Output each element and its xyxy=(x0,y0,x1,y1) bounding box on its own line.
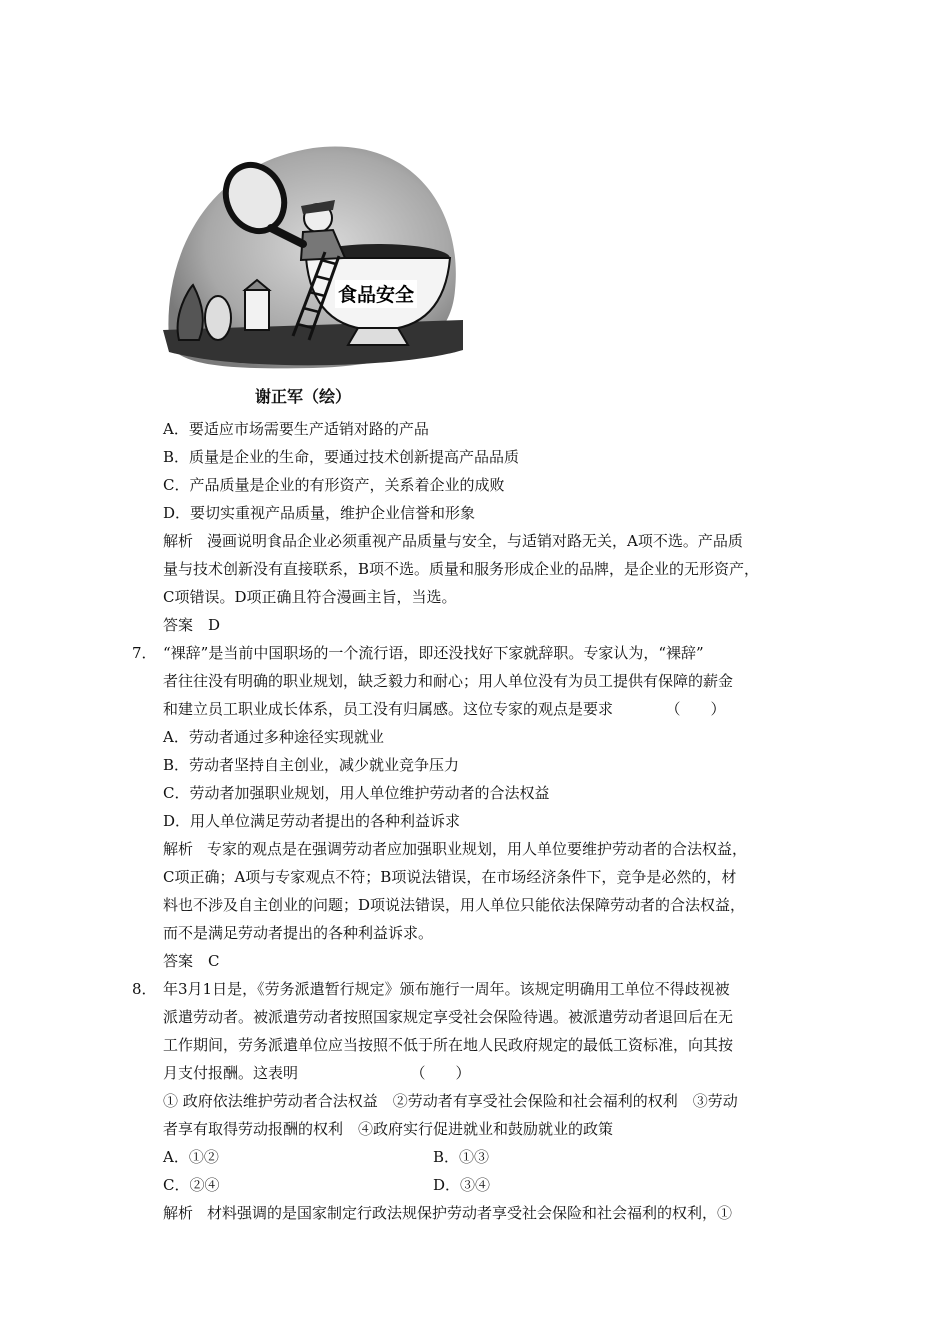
q8-stem-line-4: 月支付报酬。这表明 （ ） xyxy=(163,1064,471,1082)
food-safety-cartoon xyxy=(163,140,463,375)
q7-number: 7． xyxy=(132,644,157,662)
q6-option-b: B．质量是企业的生命，要通过技术创新提高产品品质 xyxy=(163,448,520,466)
q6-analysis-line-2: 量与技术创新没有直接联系，B项不选。质量和服务形成企业的品牌，是企业的无形资产， xyxy=(163,560,760,578)
q6-option-a: A．要适应市场需要生产适销对路的产品 xyxy=(163,420,429,438)
q7-analysis-line-3: 料也不涉及自主创业的问题；D项说法错误，用人单位只能依法保障劳动者的合法权益， xyxy=(163,896,746,914)
q7-option-b: B．劳动者坚持自主创业，减少就业竞争压力 xyxy=(163,756,460,774)
q8-analysis-line-1: 解析 材料强调的是国家制定行政法规保护劳动者享受社会保险和社会福利的权利，① xyxy=(163,1204,733,1222)
q6-option-d: D．要切实重视产品质量，维护企业信誉和形象 xyxy=(163,504,476,522)
q7-analysis-line-2: C项正确；A项与专家观点不符；B项说法错误，在市场经济条件下，竞争是必然的，材 xyxy=(163,868,737,886)
q7-option-c: C．劳动者加强职业规划，用人单位维护劳动者的合法权益 xyxy=(163,784,550,802)
q7-stem-line-3: 和建立员工职业成长体系，员工没有归属感。这位专家的观点是要求 （ ） xyxy=(163,700,726,718)
bowl-label: 食品安全 xyxy=(337,284,415,306)
q8-statements-line-1: ① 政府依法维护劳动者合法权益 ②劳动者有享受社会保险和社会福利的权利 ③劳动 xyxy=(163,1092,738,1110)
q8-option-c: C．②④ xyxy=(163,1176,220,1194)
q8-statements-line-2: 者享有取得劳动报酬的权利 ④政府实行促进就业和鼓励就业的政策 xyxy=(163,1120,614,1138)
q6-answer: 答案 D xyxy=(163,616,221,634)
q8-option-a: A．①② xyxy=(163,1148,219,1166)
q7-stem-line-1: 7． “裸辞”是当前中国职场的一个流行语，即还没找好下家就辞职。专家认为，“裸辞” xyxy=(132,644,704,662)
q6-analysis-line-1: 解析 漫画说明食品企业必须重视产品质量与安全，与适销对路无关，A项不选。产品质 xyxy=(163,532,743,550)
q8-stem-line-3: 工作期间，劳务派遣单位应当按照不低于所在地人民政府规定的最低工资标准，向其按 xyxy=(163,1036,734,1054)
q8-option-d: D．③④ xyxy=(433,1176,491,1194)
q8-analysis-label: 解析 xyxy=(163,1204,194,1222)
q7-option-a: A．劳动者通过多种途径实现就业 xyxy=(163,728,384,746)
q8-option-b: B．①③ xyxy=(433,1148,490,1166)
q7-analysis-line-4: 而不是满足劳动者提出的各种利益诉求。 xyxy=(163,924,434,942)
q7-stem-line-2: 者往往没有明确的职业规划，缺乏毅力和耐心；用人单位没有为员工提供有保障的薪金 xyxy=(163,672,734,690)
q6-option-c: C．产品质量是企业的有形资产，关系着企业的成败 xyxy=(163,476,505,494)
q6-analysis-label: 解析 xyxy=(163,532,194,550)
q8-stem-line-1: 8． 年3月1日是，《劳务派遣暂行规定》颁布施行一周年。该规定明确用工单位不得歧视被 xyxy=(132,980,730,998)
q8-options-row-1 xyxy=(163,1147,489,1167)
q7-analysis-line-1: 解析 专家的观点是在强调劳动者应加强职业规划，用人单位要维护劳动者的合法权益， xyxy=(163,840,748,858)
q7-answer: 答案 C xyxy=(163,952,220,970)
q8-stem-line-2: 派遣劳动者。被派遣劳动者按照国家规定享受社会保险待遇。被派遣劳动者退回后在无 xyxy=(163,1008,734,1026)
q7-analysis-label: 解析 xyxy=(163,840,194,858)
q8-number: 8． xyxy=(132,980,157,998)
q8-options-row-2 xyxy=(163,1175,490,1195)
q7-option-d: D．用人单位满足劳动者提出的各种利益诉求 xyxy=(163,812,461,830)
figure-caption: 谢正军（绘） xyxy=(255,387,352,406)
q6-analysis-line-3: C项错误。D项正确且符合漫画主旨，当选。 xyxy=(163,588,457,606)
